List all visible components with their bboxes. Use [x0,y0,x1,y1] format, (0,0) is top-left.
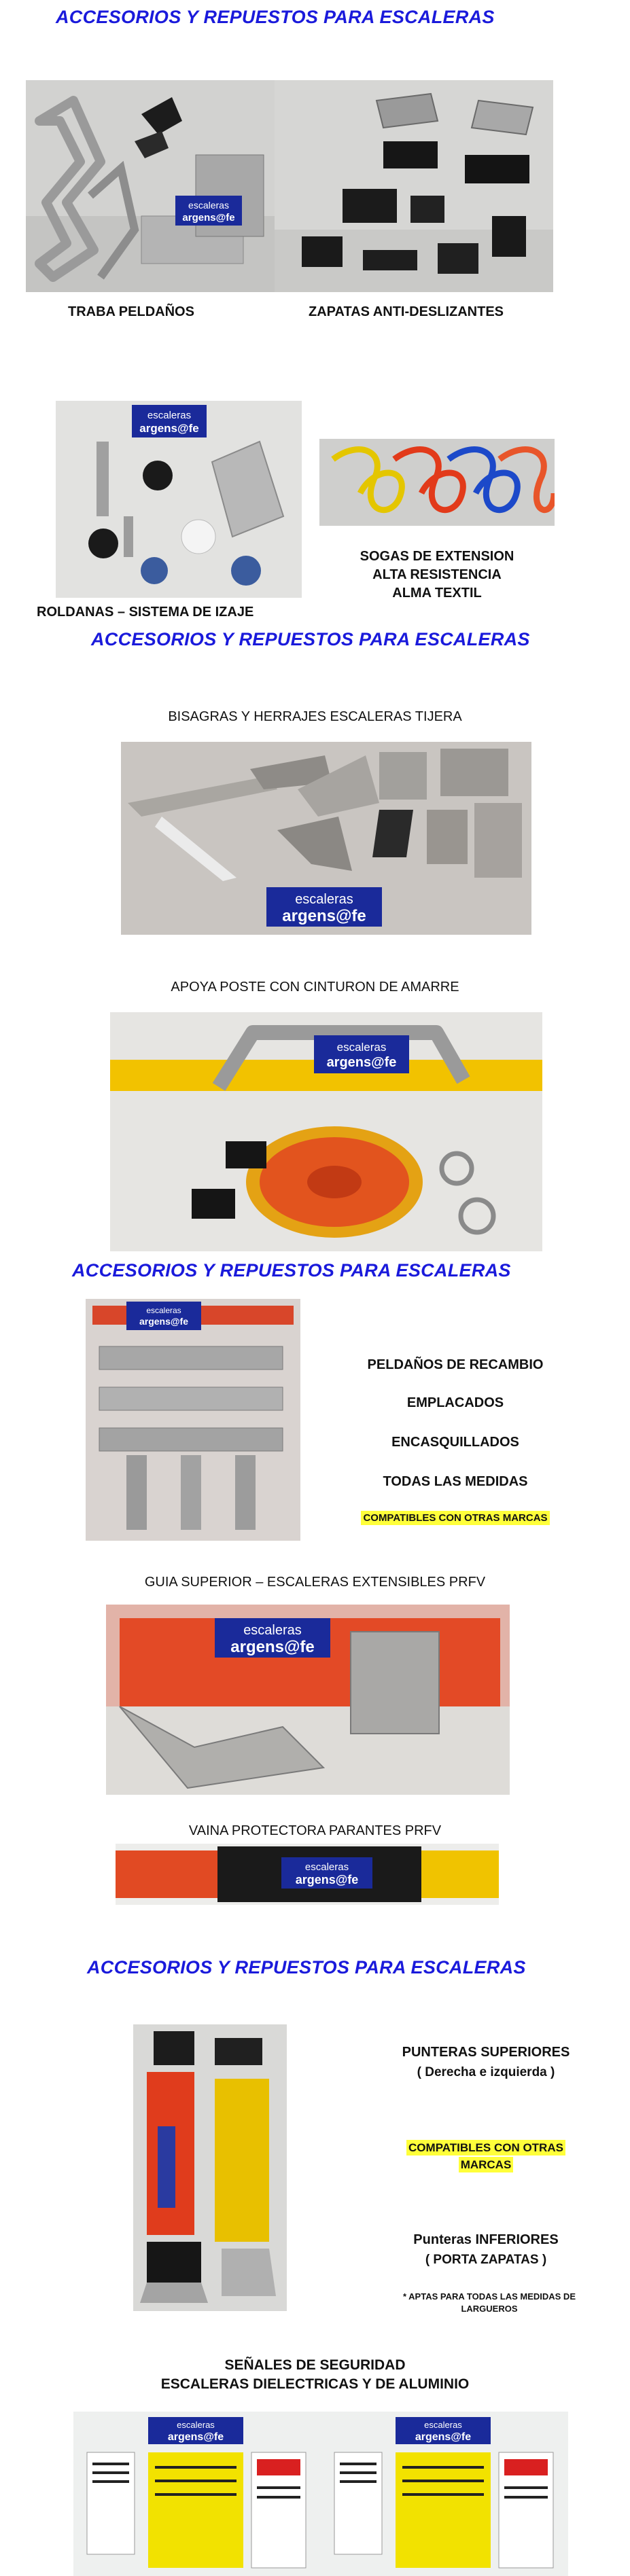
photo-peldanos [86,1299,300,1541]
caption-bisagras: BISAGRAS Y HERRAJES ESCALERAS TIJERA [168,709,462,724]
caption-guia-superior: GUIA SUPERIOR – ESCALERAS EXTENSIBLES PRFV [144,1575,486,1590]
compatibility-badge-line-2: MARCAS [459,2157,514,2172]
brand-logo-text: argens@fe [326,1055,397,1070]
brand-logo-text: escaleras [146,1306,181,1315]
peldanos-line-2: EMPLACADOS [406,1395,504,1410]
caption-vaina-protectora: VAINA PROTECTORA PARANTES PRFV [188,1823,442,1838]
caption-roldanas: ROLDANAS – SISTEMA DE IZAJE [37,605,254,620]
photo-roldanas [56,401,302,598]
photo-senales-dielectricas [73,2412,321,2576]
brand-logo-text: escaleras [177,2420,215,2430]
peldanos-line-4: TODAS LAS MEDIDAS [383,1474,528,1489]
photo-traba-peldanos [26,80,275,292]
brand-logo-text: argens@fe [282,907,366,925]
brand-logo-text: escaleras [243,1623,302,1638]
brand-logo-text: escaleras [304,1861,349,1873]
caption-apoya-poste: APOYA POSTE CON CINTURON DE AMARRE [171,980,459,995]
photo-bisagras [121,742,531,935]
photo-apoya-poste [110,1012,542,1251]
brand-logo-text: argens@fe [415,2431,472,2443]
section-heading: ACCESORIOS Y REPUESTOS PARA ESCALERAS [87,1957,526,1978]
photo-vaina-protectora [116,1844,499,1905]
punteras-superiores-title: PUNTERAS SUPERIORES [402,2045,570,2060]
photo-guia-superior [106,1605,510,1795]
punteras-superiores-sub: ( Derecha e izquierda ) [417,2065,555,2079]
brand-logo-text: argens@fe [139,422,199,435]
caption-traba-peldanos: TRABA PELDAÑOS [68,304,194,319]
brand-logo-text: escaleras [147,410,192,421]
brand-logo-text: escaleras [424,2420,462,2430]
sogas-line-3: ALMA TEXTIL [392,586,482,601]
punteras-note-line-2: LARGUEROS [461,2304,518,2314]
punteras-inferiores-sub: ( PORTA ZAPATAS ) [425,2253,547,2267]
punteras-inferiores-title: Punteras INFERIORES [413,2232,559,2247]
brand-logo-text: escaleras [336,1041,387,1054]
caption-senales-line-1: SEÑALES DE SEGURIDAD [224,2357,406,2373]
photo-senales-aluminio [321,2412,568,2576]
photo-zapatas [275,80,553,292]
photo-sogas [319,439,555,526]
compatibility-badge: COMPATIBLES CON OTRAS MARCAS [361,1511,549,1525]
brand-logo-text: argens@fe [295,1873,359,1886]
section-heading: ACCESORIOS Y REPUESTOS PARA ESCALERAS [56,7,495,27]
photo-punteras [133,2024,287,2311]
sogas-line-1: SOGAS DE EXTENSION [360,549,514,564]
sogas-line-2: ALTA RESISTENCIA [372,567,502,582]
section-heading: ACCESORIOS Y REPUESTOS PARA ESCALERAS [91,629,530,649]
compatibility-badge-line-1: COMPATIBLES CON OTRAS [406,2140,565,2155]
peldanos-line-1: PELDAÑOS DE RECAMBIO [367,1357,544,1372]
caption-zapatas: ZAPATAS ANTI-DESLIZANTES [309,304,504,319]
caption-senales-line-2: ESCALERAS DIELECTRICAS Y DE ALUMINIO [160,2376,470,2392]
brand-logo-text: escaleras [295,892,353,907]
brand-logo-text: argens@fe [139,1316,189,1327]
brand-logo-text: argens@fe [182,212,235,223]
punteras-note-line-1: * APTAS PARA TODAS LAS MEDIDAS DE [402,2291,576,2302]
section-heading: ACCESORIOS Y REPUESTOS PARA ESCALERAS [72,1260,511,1281]
brand-logo-text: argens@fe [167,2431,224,2443]
brand-logo-text: argens@fe [230,1638,315,1656]
peldanos-line-3: ENCASQUILLADOS [391,1435,519,1450]
brand-logo-text: escaleras [188,200,229,211]
